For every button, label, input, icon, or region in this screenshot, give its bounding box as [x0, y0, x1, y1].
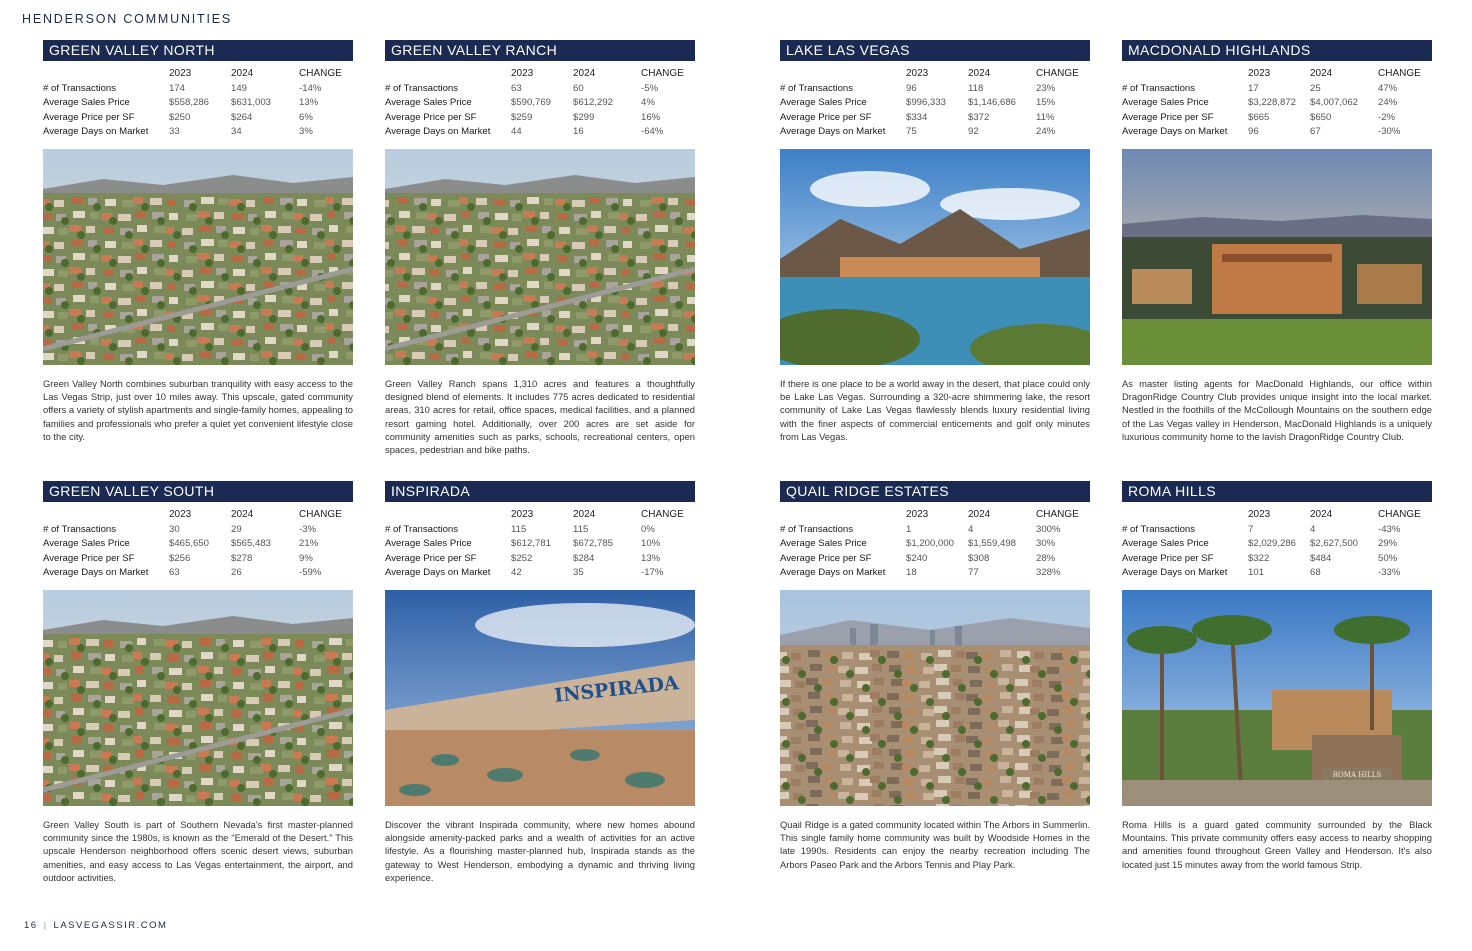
- footer-separator: |: [43, 920, 48, 931]
- stats-row: [780, 551, 1090, 566]
- change-value: -3%: [299, 523, 317, 535]
- community-description: Green Valley South is part of Southern Nevada's first master-planned community since the 1980s, is known as the "Emerald of the Desert." This upscale Henderson neighborhood offers scenic desert views, suburban amenities, and easy access to Las Vegas entertainment, the airport, and outdoor activities.: [43, 819, 353, 883]
- value-2024: 60: [573, 82, 584, 94]
- stats-header-row: [780, 66, 1090, 81]
- header-year-2024: 2024: [968, 509, 991, 520]
- change-value: 24%: [1036, 126, 1056, 138]
- value-2024: 118: [968, 82, 984, 94]
- value-2024: $2,627,500: [1310, 538, 1359, 550]
- header-year-2024: 2024: [1310, 509, 1333, 520]
- change-value: 23%: [1036, 82, 1056, 94]
- value-2023: $334: [906, 111, 928, 123]
- page-number: 16: [24, 920, 38, 931]
- change-value: 28%: [1036, 552, 1056, 564]
- stats-row: [780, 537, 1090, 552]
- header-label: [1122, 507, 1248, 522]
- value-2023: 63: [169, 567, 180, 579]
- community-card: [385, 40, 695, 456]
- value-2023: 44: [511, 126, 522, 138]
- stats-row: [1122, 96, 1432, 111]
- stats-table: [1122, 507, 1432, 580]
- metric-label: Average Price per SF: [1122, 111, 1214, 123]
- metric-label: Average Sales Price: [43, 97, 130, 109]
- change-value: 6%: [299, 111, 313, 123]
- community-card: [780, 40, 1090, 443]
- value-2024: 25: [1310, 82, 1321, 94]
- stats-row: [1122, 566, 1432, 581]
- stats-row: [385, 125, 695, 140]
- metric-label: Average Sales Price: [1122, 538, 1209, 550]
- metric-label: Average Price per SF: [385, 552, 477, 564]
- stats-row: [780, 522, 1090, 537]
- value-2023: $590,769: [511, 97, 552, 109]
- change-value: 13%: [299, 97, 319, 109]
- header-label: [43, 507, 169, 522]
- change-value: -14%: [299, 82, 322, 94]
- metric-label: Average Price per SF: [780, 111, 872, 123]
- stats-row: [385, 96, 695, 111]
- footer-site-link[interactable]: LASVEGASSIR.COM: [53, 920, 168, 931]
- metric-label: Average Price per SF: [43, 111, 135, 123]
- change-value: -17%: [641, 567, 664, 579]
- header-change: CHANGE: [1378, 68, 1421, 79]
- metric-label: Average Days on Market: [780, 126, 886, 138]
- header-change: CHANGE: [1036, 68, 1079, 79]
- value-2023: $2,029,286: [1248, 538, 1297, 550]
- stats-row: [1122, 551, 1432, 566]
- stats-row: [385, 522, 695, 537]
- change-value: 10%: [641, 538, 661, 550]
- entrance-sign-photo: [385, 590, 695, 806]
- metric-label: Average Days on Market: [780, 567, 886, 579]
- change-value: -33%: [1378, 567, 1401, 579]
- community-description: Roma Hills is a guard gated community surrounded by the Black Mountains. This private community offers easy access to nearby shopping and amenities found throughout Green Valley and Henderson. It's also located just 15 minutes away from the world famous Strip.: [1122, 819, 1432, 870]
- community-card: [385, 481, 695, 884]
- community-description: Green Valley Ranch spans 1,310 acres and features a thoughtfully designed blend of elements. It includes 775 acres dedicated to residential areas, 310 acres for retail, office spaces, medical facilities, and a planned resort gaming hotel. Additionally, over 200 acres are set aside for community amenities such as parks, schools, recreational centers, open spaces, pedestrian and bike paths.: [385, 378, 695, 456]
- header-label: [385, 507, 511, 522]
- change-value: -5%: [641, 82, 659, 94]
- value-2024: 4: [1310, 523, 1316, 535]
- palm-entrance-photo: [1122, 590, 1432, 806]
- value-2024: $1,559,498: [968, 538, 1017, 550]
- stats-row: [43, 125, 353, 140]
- value-2024: $308: [968, 552, 990, 564]
- community-title: LAKE LAS VEGAS: [780, 40, 1090, 61]
- value-2023: 42: [511, 567, 522, 579]
- stats-row: [1122, 537, 1432, 552]
- header-change: CHANGE: [641, 509, 684, 520]
- value-2023: 174: [169, 82, 186, 94]
- community-card: [1122, 40, 1432, 443]
- change-value: 3%: [299, 126, 313, 138]
- stats-row: [43, 566, 353, 581]
- metric-label: # of Transactions: [780, 523, 854, 535]
- header-label: [43, 66, 169, 81]
- metric-label: Average Days on Market: [385, 567, 491, 579]
- value-2024: $264: [231, 111, 253, 123]
- value-2024: $299: [573, 111, 595, 123]
- community-title: GREEN VALLEY RANCH: [385, 40, 695, 61]
- header-year-2023: 2023: [906, 68, 929, 79]
- change-value: 29%: [1378, 538, 1398, 550]
- page-footer: [24, 920, 167, 931]
- sign-text: INSPIRADA: [553, 672, 680, 707]
- stats-row: [1122, 522, 1432, 537]
- value-2023: 115: [511, 523, 527, 535]
- value-2024: 92: [968, 126, 979, 138]
- metric-label: # of Transactions: [1122, 82, 1196, 94]
- metric-label: # of Transactions: [43, 523, 117, 535]
- stats-row: [780, 81, 1090, 96]
- change-value: -59%: [299, 567, 322, 579]
- value-2024: 67: [1310, 126, 1321, 138]
- header-label: [1122, 66, 1248, 81]
- metric-label: Average Price per SF: [43, 552, 135, 564]
- value-2023: 18: [906, 567, 917, 579]
- change-value: 0%: [641, 523, 655, 535]
- metric-label: Average Sales Price: [1122, 97, 1209, 109]
- stats-row: [1122, 110, 1432, 125]
- change-value: 21%: [299, 538, 319, 550]
- value-2024: $672,785: [573, 538, 614, 550]
- stats-table: [43, 66, 353, 139]
- value-2023: 1: [906, 523, 912, 535]
- stats-row: [385, 110, 695, 125]
- value-2023: 17: [1248, 82, 1259, 94]
- value-2023: 96: [906, 82, 917, 94]
- metric-label: Average Sales Price: [780, 538, 867, 550]
- value-2024: 4: [968, 523, 974, 535]
- header-year-2024: 2024: [1310, 68, 1333, 79]
- stats-header-row: [1122, 507, 1432, 522]
- header-label: [780, 507, 906, 522]
- community-title: QUAIL RIDGE ESTATES: [780, 481, 1090, 502]
- metric-label: Average Days on Market: [1122, 126, 1228, 138]
- metric-label: Average Price per SF: [780, 552, 872, 564]
- community-description: If there is one place to be a world away in the desert, that place could only be Lake Las Vegas. Surrounding a 320-acre shimmering lake, the resort community of Lake Las Vegas flawlessly blends luxury residential living with the finer aspects of commercial enticements and golf only minutes from Las Vegas.: [780, 378, 1090, 442]
- stats-table: [385, 66, 695, 139]
- value-2024: 77: [968, 567, 979, 579]
- community-card: [43, 481, 353, 884]
- community-description: Quail Ridge is a gated community located within The Arbors in Summerlin. This single family home community was built by Woodside Homes in the late 1990s. Residents can enjoy the nearby recreation including The Arbors Paseo Park and the Arbors Tennis and Play Park.: [780, 819, 1090, 870]
- value-2024: $1,146,686: [968, 97, 1017, 109]
- value-2023: 96: [1248, 126, 1259, 138]
- metric-label: Average Price per SF: [1122, 552, 1214, 564]
- value-2023: 101: [1248, 567, 1265, 579]
- header-year-2023: 2023: [169, 68, 192, 79]
- metric-label: Average Sales Price: [780, 97, 867, 109]
- stats-row: [43, 110, 353, 125]
- value-2024: $484: [1310, 552, 1332, 564]
- header-year-2023: 2023: [169, 509, 192, 520]
- stats-header-row: [43, 507, 353, 522]
- change-value: 328%: [1036, 567, 1061, 579]
- value-2024: $372: [968, 111, 990, 123]
- stats-header-row: [1122, 66, 1432, 81]
- header-year-2023: 2023: [906, 509, 929, 520]
- value-2023: $558,286: [169, 97, 210, 109]
- value-2024: $565,483: [231, 538, 272, 550]
- value-2024: 35: [573, 567, 584, 579]
- change-value: 30%: [1036, 538, 1056, 550]
- community-description: Discover the vibrant Inspirada community, where new homes abound alongside amenity-packed parks and a wealth of activities for an active lifestyle. As a flourishing master-planned hub, Inspirada stands as the gateway to West Henderson, embodying a dynamic and thriving living experience.: [385, 819, 695, 883]
- header-year-2023: 2023: [1248, 509, 1271, 520]
- header-label: [385, 66, 511, 81]
- header-year-2024: 2024: [573, 509, 596, 520]
- community-title: MACDONALD HIGHLANDS: [1122, 40, 1432, 61]
- value-2024: $650: [1310, 111, 1332, 123]
- value-2023: 30: [169, 523, 180, 535]
- value-2023: $665: [1248, 111, 1270, 123]
- metric-label: # of Transactions: [1122, 523, 1196, 535]
- header-change: CHANGE: [299, 509, 342, 520]
- header-year-2023: 2023: [511, 509, 534, 520]
- value-2023: $3,228,872: [1248, 97, 1297, 109]
- hillside-estates-photo: [1122, 149, 1432, 365]
- value-2023: $996,333: [906, 97, 947, 109]
- value-2023: $252: [511, 552, 533, 564]
- change-value: -64%: [641, 126, 664, 138]
- stats-row: [385, 566, 695, 581]
- community-title: INSPIRADA: [385, 481, 695, 502]
- stats-row: [780, 110, 1090, 125]
- metric-label: Average Days on Market: [43, 126, 149, 138]
- header-year-2024: 2024: [231, 509, 254, 520]
- change-value: -30%: [1378, 126, 1401, 138]
- value-2024: $284: [573, 552, 595, 564]
- metric-label: Average Sales Price: [385, 97, 472, 109]
- change-value: 11%: [1036, 111, 1055, 123]
- header-year-2024: 2024: [968, 68, 991, 79]
- metric-label: # of Transactions: [780, 82, 854, 94]
- value-2023: $250: [169, 111, 191, 123]
- value-2023: $1,200,000: [906, 538, 955, 550]
- change-value: 9%: [299, 552, 313, 564]
- value-2023: 63: [511, 82, 522, 94]
- change-value: 47%: [1378, 82, 1398, 94]
- change-value: -43%: [1378, 523, 1401, 535]
- stats-row: [43, 522, 353, 537]
- value-2024: $612,292: [573, 97, 614, 109]
- change-value: 16%: [641, 111, 661, 123]
- change-value: 50%: [1378, 552, 1398, 564]
- sign-text: ROMA HILLS: [1332, 771, 1382, 779]
- stats-row: [780, 125, 1090, 140]
- value-2024: 149: [231, 82, 248, 94]
- stats-row: [385, 537, 695, 552]
- value-2024: 29: [231, 523, 242, 535]
- community-description: Green Valley North combines suburban tranquility with easy access to the Las Vegas Strip, just over 10 miles away. This upscale, gated community offers a variety of stylish apartments and single-family homes, appealing to families and professionals who prefer a quiet yet convenient lifestyle close to the city.: [43, 378, 353, 442]
- value-2023: $612,781: [511, 538, 552, 550]
- header-change: CHANGE: [1036, 509, 1079, 520]
- value-2024: 115: [573, 523, 589, 535]
- value-2024: 16: [573, 126, 584, 138]
- value-2023: $259: [511, 111, 533, 123]
- stats-row: [43, 81, 353, 96]
- change-value: 24%: [1378, 97, 1398, 109]
- value-2023: 75: [906, 126, 917, 138]
- value-2024: 26: [231, 567, 242, 579]
- metric-label: Average Days on Market: [385, 126, 491, 138]
- stats-header-row: [385, 66, 695, 81]
- stats-row: [1122, 125, 1432, 140]
- stats-row: [385, 81, 695, 96]
- header-change: CHANGE: [299, 68, 342, 79]
- value-2023: 33: [169, 126, 180, 138]
- value-2024: $278: [231, 552, 253, 564]
- stats-header-row: [385, 507, 695, 522]
- value-2024: $4,007,062: [1310, 97, 1359, 109]
- stats-table: [780, 507, 1090, 580]
- value-2024: 68: [1310, 567, 1321, 579]
- stats-table: [780, 66, 1090, 139]
- value-2024: 34: [231, 126, 242, 138]
- city-view-photo: [780, 590, 1090, 806]
- metric-label: # of Transactions: [385, 523, 459, 535]
- metric-label: Average Days on Market: [43, 567, 149, 579]
- value-2023: $240: [906, 552, 928, 564]
- community-title: GREEN VALLEY NORTH: [43, 40, 353, 61]
- stats-row: [780, 566, 1090, 581]
- community-card: [1122, 481, 1432, 871]
- metric-label: # of Transactions: [43, 82, 117, 94]
- metric-label: # of Transactions: [385, 82, 459, 94]
- change-value: 15%: [1036, 97, 1056, 109]
- value-2023: $256: [169, 552, 191, 564]
- value-2024: $631,003: [231, 97, 272, 109]
- change-value: 4%: [641, 97, 655, 109]
- header-year-2024: 2024: [573, 68, 596, 79]
- metric-label: Average Days on Market: [1122, 567, 1228, 579]
- change-value: 13%: [641, 552, 661, 564]
- stats-table: [385, 507, 695, 580]
- stats-table: [43, 507, 353, 580]
- page-header: HENDERSON COMMUNITIES: [22, 12, 233, 26]
- lake-resort-photo: [780, 149, 1090, 365]
- community-title: GREEN VALLEY SOUTH: [43, 481, 353, 502]
- stats-header-row: [43, 66, 353, 81]
- aerial-suburb-photo: [43, 590, 353, 806]
- value-2023: $322: [1248, 552, 1270, 564]
- aerial-suburb-photo: [43, 149, 353, 365]
- header-change: CHANGE: [641, 68, 684, 79]
- stats-table: [1122, 66, 1432, 139]
- header-year-2023: 2023: [1248, 68, 1271, 79]
- metric-label: Average Price per SF: [385, 111, 477, 123]
- stats-row: [385, 551, 695, 566]
- metric-label: Average Sales Price: [385, 538, 472, 550]
- metric-label: Average Sales Price: [43, 538, 130, 550]
- header-year-2023: 2023: [511, 68, 534, 79]
- value-2023: 7: [1248, 523, 1254, 535]
- header-label: [780, 66, 906, 81]
- stats-row: [1122, 81, 1432, 96]
- community-card: [780, 481, 1090, 871]
- aerial-suburb-photo: [385, 149, 695, 365]
- community-card: [43, 40, 353, 443]
- header-change: CHANGE: [1378, 509, 1421, 520]
- change-value: -2%: [1378, 111, 1396, 123]
- change-value: 300%: [1036, 523, 1061, 535]
- stats-row: [43, 96, 353, 111]
- stats-header-row: [780, 507, 1090, 522]
- value-2023: $465,650: [169, 538, 210, 550]
- community-title: ROMA HILLS: [1122, 481, 1432, 502]
- stats-row: [43, 551, 353, 566]
- stats-row: [43, 537, 353, 552]
- community-description: As master listing agents for MacDonald Highlands, our office within DragonRidge Country Club provides unique insight into the local market. Nestled in the foothills of the McCollough Mountains on the southern edge of the Las Vegas valley in Henderson, MacDonald Highlands is a uniquely luxurious community home to the lavish DragonRidge Country Club.: [1122, 378, 1432, 442]
- stats-row: [780, 96, 1090, 111]
- header-year-2024: 2024: [231, 68, 254, 79]
